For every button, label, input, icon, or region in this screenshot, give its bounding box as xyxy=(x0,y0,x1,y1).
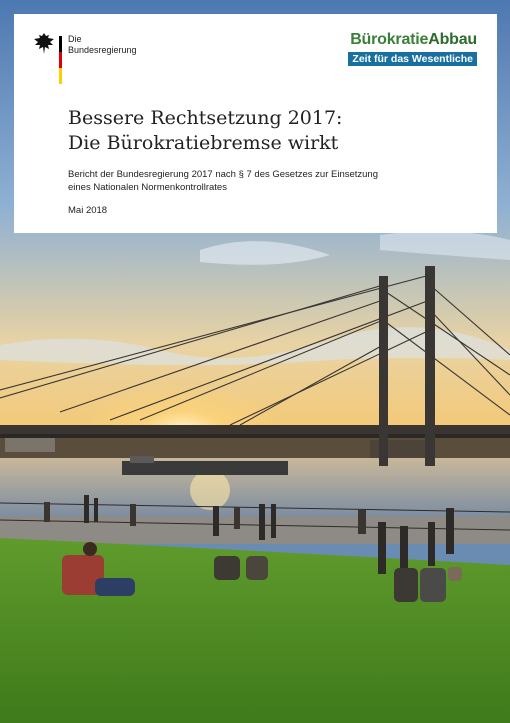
buerokratieabbau-logo xyxy=(348,31,477,67)
publication-date: Mai 2018 xyxy=(68,205,108,216)
brand-title-part1: Bürokratie xyxy=(350,31,429,48)
government-logo-text xyxy=(68,34,137,56)
brand-title-part2: Abbau xyxy=(428,31,477,48)
brand-subtitle: Zeit für das Wesentliche xyxy=(348,52,477,66)
cover-header-card xyxy=(14,14,497,233)
government-line1: Die xyxy=(68,34,82,44)
title-line2: Die Bürokratiebremse wirkt xyxy=(68,132,339,154)
title-line1: Bessere Rechtsetzung 2017: xyxy=(68,107,343,129)
subtitle-line2: eines Nationalen Normenkontrollrates xyxy=(68,182,227,193)
document-title xyxy=(68,106,342,156)
government-line2: Bundesregierung xyxy=(68,45,137,55)
document-subtitle xyxy=(68,168,378,194)
brand-title xyxy=(348,31,477,49)
subtitle-line1: Bericht der Bundesregierung 2017 nach § 7 des Gesetzes zur Einsetzung xyxy=(68,169,378,180)
german-flag-bar xyxy=(59,36,62,84)
federal-eagle-icon xyxy=(33,32,55,56)
